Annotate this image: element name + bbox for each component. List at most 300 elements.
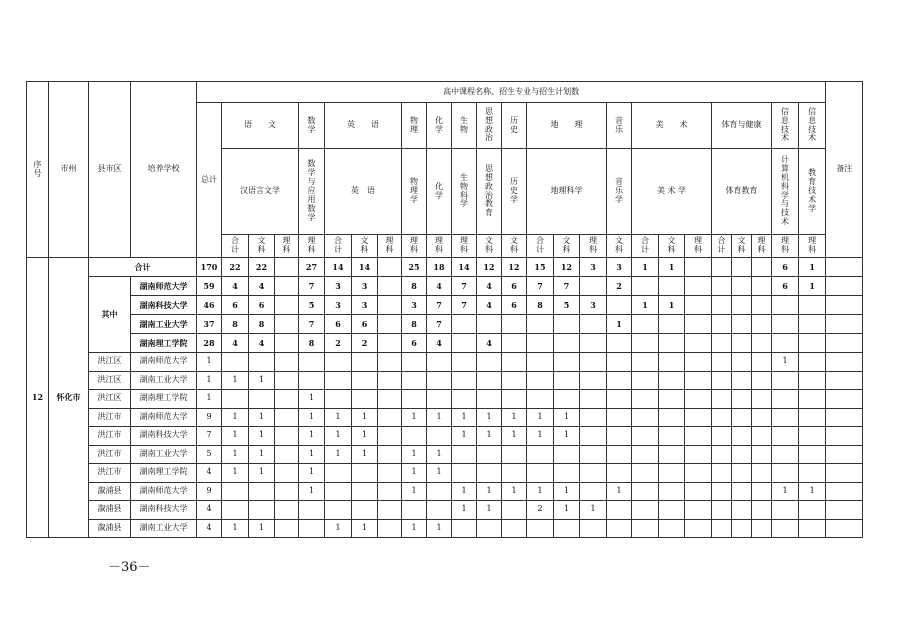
data-cell: 1	[477, 482, 502, 501]
total-cell: 25	[402, 258, 427, 277]
subheader-cell: 合 计	[527, 235, 554, 258]
remarks-cell	[826, 296, 863, 315]
sub-total-cell: 4	[222, 334, 249, 353]
data-cell	[378, 501, 402, 520]
data-cell	[554, 390, 580, 409]
sub-total-cell: 7	[554, 277, 580, 296]
data-cell: 1	[427, 408, 452, 427]
data-cell	[402, 427, 427, 446]
sub-total-cell	[554, 334, 580, 353]
data-cell	[378, 445, 402, 464]
total-cell: 22	[222, 258, 249, 277]
data-cell: 1	[325, 519, 352, 538]
data-cell	[402, 353, 427, 372]
sub-total-cell: 7	[299, 315, 325, 334]
sub-total-cell	[275, 277, 299, 296]
data-cell: 1	[477, 501, 502, 520]
school-name: 湖南理工学院	[131, 334, 197, 353]
data-cell: 1	[325, 445, 352, 464]
data-cell	[772, 408, 799, 427]
sub-total-cell: 4	[477, 334, 502, 353]
sub-total-cell: 59	[197, 277, 222, 296]
header-main-title: 高中课程名称、招生专业与招生计划数	[197, 82, 826, 103]
sub-total-cell	[799, 296, 826, 315]
sub-total-cell	[712, 334, 732, 353]
sub-total-cell	[378, 277, 402, 296]
data-cell	[554, 464, 580, 483]
sub-total-cell	[659, 334, 685, 353]
data-cell	[477, 464, 502, 483]
data-cell	[222, 353, 249, 372]
data-cell: 1	[222, 464, 249, 483]
data-cell	[799, 445, 826, 464]
total-cell: 6	[772, 258, 799, 277]
data-cell	[427, 482, 452, 501]
sub-total-cell	[554, 315, 580, 334]
sub-total-cell: 3	[325, 277, 352, 296]
sub-total-cell	[378, 315, 402, 334]
sub-total-cell: 6	[502, 296, 527, 315]
sub-total-cell	[527, 315, 554, 334]
data-cell	[222, 482, 249, 501]
data-cell: 1	[222, 427, 249, 446]
data-cell	[477, 519, 502, 538]
data-cell	[752, 464, 772, 483]
data-cell	[799, 501, 826, 520]
data-cell	[325, 464, 352, 483]
data-cell	[772, 371, 799, 390]
data-cell: 1	[197, 390, 222, 409]
school-name: 湖南师范大学	[131, 353, 197, 372]
remarks-cell	[826, 390, 863, 409]
data-cell	[659, 464, 685, 483]
school-name: 湖南理工学院	[131, 390, 197, 409]
data-cell	[402, 501, 427, 520]
data-cell	[299, 353, 325, 372]
data-cell: 1	[477, 427, 502, 446]
county-name: 洪江市	[89, 445, 131, 464]
data-cell: 1	[249, 408, 275, 427]
sub-total-cell	[275, 296, 299, 315]
remarks-cell	[826, 482, 863, 501]
data-cell	[632, 371, 659, 390]
data-cell: 1	[402, 519, 427, 538]
data-cell: 1	[249, 464, 275, 483]
seq-number: 12	[27, 258, 49, 538]
remarks-cell	[826, 427, 863, 446]
data-cell: 9	[197, 482, 222, 501]
subheader-cell: 文 科	[249, 235, 275, 258]
sub-total-cell: 8	[402, 277, 427, 296]
sub-total-cell: 1	[607, 315, 632, 334]
data-cell	[712, 519, 732, 538]
data-cell	[607, 519, 632, 538]
data-cell	[554, 371, 580, 390]
data-cell: 1	[554, 427, 580, 446]
course-chinese: 语 文	[222, 103, 299, 149]
header-total: 总计	[197, 103, 222, 258]
data-cell	[580, 482, 607, 501]
data-cell: 7	[197, 427, 222, 446]
data-cell: 1	[554, 482, 580, 501]
data-cell: 1	[402, 464, 427, 483]
course-math: 数 学	[299, 103, 325, 149]
total-cell: 1	[632, 258, 659, 277]
school-name: 湖南工业大学	[131, 315, 197, 334]
sub-total-cell	[378, 334, 402, 353]
course-politics: 思 想 政 治	[477, 103, 502, 149]
data-cell: 4	[197, 464, 222, 483]
data-cell	[685, 445, 712, 464]
major-math: 数 学 与 应 用 数 学	[299, 149, 325, 235]
header-county: 县市区	[89, 82, 131, 258]
data-cell	[799, 390, 826, 409]
sub-total-cell: 7	[299, 277, 325, 296]
data-cell: 1	[477, 408, 502, 427]
data-cell: 1	[502, 408, 527, 427]
data-cell	[799, 353, 826, 372]
data-cell	[772, 464, 799, 483]
school-name: 湖南科技大学	[131, 427, 197, 446]
data-cell: 1	[772, 353, 799, 372]
data-cell	[752, 501, 772, 520]
remarks-cell	[826, 353, 863, 372]
remarks-cell	[826, 315, 863, 334]
total-cell: 12	[554, 258, 580, 277]
data-cell	[659, 408, 685, 427]
school-name: 湖南师范大学	[131, 408, 197, 427]
data-cell: 1	[299, 464, 325, 483]
course-art: 美 术	[632, 103, 712, 149]
sub-total-cell: 4	[427, 334, 452, 353]
city-name: 怀化市	[49, 258, 89, 538]
data-cell: 1	[799, 482, 826, 501]
data-cell	[427, 501, 452, 520]
header-seq: 序 号	[27, 82, 49, 258]
data-cell	[275, 371, 299, 390]
sub-total-cell: 4	[249, 334, 275, 353]
data-cell	[378, 464, 402, 483]
total-cell: 3	[607, 258, 632, 277]
sub-total-cell: 5	[554, 296, 580, 315]
data-cell	[299, 519, 325, 538]
data-cell	[659, 390, 685, 409]
enrollment-plan-table	[26, 81, 863, 538]
data-cell	[659, 371, 685, 390]
header-city: 市州	[49, 82, 89, 258]
data-cell	[799, 519, 826, 538]
data-cell	[799, 371, 826, 390]
subheader-cell: 理 科	[402, 235, 427, 258]
data-cell	[712, 427, 732, 446]
data-cell: 1	[222, 371, 249, 390]
sub-total-cell	[632, 277, 659, 296]
county-name: 洪江市	[89, 464, 131, 483]
data-cell	[452, 445, 477, 464]
data-cell	[554, 353, 580, 372]
subheader-cell: 理 科	[299, 235, 325, 258]
subheader-cell: 理 科	[452, 235, 477, 258]
data-cell	[580, 445, 607, 464]
data-cell	[477, 390, 502, 409]
data-cell	[325, 501, 352, 520]
sub-total-cell	[772, 334, 799, 353]
sub-total-cell: 8	[402, 315, 427, 334]
sub-total-cell	[712, 277, 732, 296]
sub-total-cell: 5	[299, 296, 325, 315]
sub-total-cell: 3	[402, 296, 427, 315]
sub-total-cell	[752, 334, 772, 353]
data-cell	[712, 445, 732, 464]
sub-total-cell: 4	[249, 277, 275, 296]
subheader-cell: 理 科	[427, 235, 452, 258]
sub-total-cell: 7	[427, 296, 452, 315]
data-cell	[685, 519, 712, 538]
sub-total-cell	[732, 277, 752, 296]
data-cell	[352, 482, 378, 501]
major-physics: 物 理 学	[402, 149, 427, 235]
subheader-cell: 文 科	[477, 235, 502, 258]
sub-total-cell: 7	[452, 277, 477, 296]
data-cell	[607, 501, 632, 520]
major-history: 历 史 学	[502, 149, 527, 235]
sub-total-cell	[632, 315, 659, 334]
header-school: 培养学校	[131, 82, 197, 258]
data-cell	[752, 371, 772, 390]
sub-total-cell: 6	[402, 334, 427, 353]
data-cell	[452, 390, 477, 409]
remarks-cell	[826, 408, 863, 427]
data-cell	[632, 445, 659, 464]
data-cell	[685, 390, 712, 409]
data-cell	[325, 482, 352, 501]
sub-total-cell: 4	[477, 296, 502, 315]
data-cell	[427, 371, 452, 390]
sub-total-cell	[275, 334, 299, 353]
sub-total-cell: 7	[427, 315, 452, 334]
course-biology: 生 物	[452, 103, 477, 149]
total-cell: 22	[249, 258, 275, 277]
data-cell: 1	[452, 408, 477, 427]
data-cell	[502, 501, 527, 520]
major-geography: 地理科学	[527, 149, 607, 235]
sub-total-cell: 6	[772, 277, 799, 296]
data-cell	[502, 519, 527, 538]
data-cell	[378, 408, 402, 427]
data-cell	[299, 371, 325, 390]
data-cell	[772, 390, 799, 409]
data-cell	[527, 464, 554, 483]
total-label: 合计	[89, 258, 197, 277]
subheader-cell: 理 科	[685, 235, 712, 258]
data-cell	[732, 408, 752, 427]
data-cell	[402, 371, 427, 390]
data-cell: 1	[580, 501, 607, 520]
sub-total-cell	[685, 334, 712, 353]
data-cell	[607, 464, 632, 483]
sub-total-cell: 6	[222, 296, 249, 315]
sub-total-cell	[712, 315, 732, 334]
data-cell	[732, 427, 752, 446]
remarks-cell	[826, 464, 863, 483]
sub-total-cell: 6	[249, 296, 275, 315]
data-cell	[712, 482, 732, 501]
data-cell	[685, 353, 712, 372]
data-cell	[659, 519, 685, 538]
total-cell	[275, 258, 299, 277]
data-cell	[222, 501, 249, 520]
data-cell	[632, 464, 659, 483]
data-cell	[659, 501, 685, 520]
data-cell	[732, 353, 752, 372]
total-cell: 14	[325, 258, 352, 277]
sub-total-cell	[607, 296, 632, 315]
sub-total-cell	[685, 277, 712, 296]
subheader-cell: 理 科	[799, 235, 826, 258]
subheader-cell: 文 科	[502, 235, 527, 258]
total-cell	[712, 258, 732, 277]
data-cell	[607, 390, 632, 409]
major-it-2: 教 育 技 术 学	[799, 149, 826, 235]
data-cell: 1	[249, 427, 275, 446]
data-cell	[527, 371, 554, 390]
data-cell	[275, 519, 299, 538]
data-cell	[502, 371, 527, 390]
data-cell: 4	[197, 519, 222, 538]
data-cell	[752, 353, 772, 372]
school-name: 湖南工业大学	[131, 445, 197, 464]
data-cell: 1	[427, 464, 452, 483]
data-cell	[752, 482, 772, 501]
total-cell: 14	[352, 258, 378, 277]
sub-total-cell	[732, 296, 752, 315]
data-cell	[752, 445, 772, 464]
sub-total-cell	[452, 334, 477, 353]
total-cell: 170	[197, 258, 222, 277]
data-cell	[580, 390, 607, 409]
county-name: 洪江市	[89, 427, 131, 446]
subheader-cell: 合 计	[712, 235, 732, 258]
data-cell: 1	[402, 482, 427, 501]
data-cell: 1	[554, 408, 580, 427]
course-physics: 物 理	[402, 103, 427, 149]
data-cell	[580, 464, 607, 483]
county-name: 溆浦县	[89, 482, 131, 501]
total-cell: 12	[502, 258, 527, 277]
data-cell	[632, 501, 659, 520]
data-cell	[632, 408, 659, 427]
data-cell	[752, 390, 772, 409]
data-cell	[580, 427, 607, 446]
data-cell	[607, 427, 632, 446]
remarks-cell	[826, 519, 863, 538]
data-cell	[712, 390, 732, 409]
data-cell	[452, 464, 477, 483]
data-cell: 1	[502, 482, 527, 501]
data-cell	[378, 353, 402, 372]
subheader-cell: 文 科	[352, 235, 378, 258]
data-cell	[732, 482, 752, 501]
sub-total-cell: 6	[502, 277, 527, 296]
remarks-cell	[826, 334, 863, 353]
school-name: 湖南师范大学	[131, 482, 197, 501]
subheader-cell: 合 计	[325, 235, 352, 258]
data-cell	[427, 390, 452, 409]
sub-total-cell	[799, 334, 826, 353]
sub-total-cell: 7	[452, 296, 477, 315]
school-name: 湖南工业大学	[131, 519, 197, 538]
sub-total-cell	[452, 315, 477, 334]
data-cell	[352, 353, 378, 372]
data-cell	[554, 519, 580, 538]
sub-total-cell	[732, 334, 752, 353]
data-cell	[607, 371, 632, 390]
data-cell	[378, 519, 402, 538]
data-cell: 1	[527, 482, 554, 501]
data-cell	[632, 427, 659, 446]
data-cell	[452, 519, 477, 538]
sub-total-cell: 8	[527, 296, 554, 315]
data-cell: 9	[197, 408, 222, 427]
data-cell	[427, 427, 452, 446]
subheader-cell: 文 科	[659, 235, 685, 258]
subheader-cell: 理 科	[772, 235, 799, 258]
data-cell: 1	[402, 445, 427, 464]
sub-total-cell	[580, 315, 607, 334]
major-chinese: 汉语言文学	[222, 149, 299, 235]
data-cell: 1	[325, 408, 352, 427]
major-art: 美 术 学	[632, 149, 712, 235]
sub-total-cell: 4	[222, 277, 249, 296]
data-cell	[275, 482, 299, 501]
sub-total-cell: 8	[222, 315, 249, 334]
school-name: 湖南科技大学	[131, 501, 197, 520]
data-cell	[275, 427, 299, 446]
county-name: 洪江区	[89, 353, 131, 372]
data-cell	[275, 390, 299, 409]
sub-total-cell	[752, 296, 772, 315]
data-cell	[712, 371, 732, 390]
sub-total-cell	[580, 277, 607, 296]
data-cell: 1	[607, 482, 632, 501]
sub-total-cell: 37	[197, 315, 222, 334]
data-cell	[752, 519, 772, 538]
data-cell	[452, 353, 477, 372]
major-biology: 生 物 科 学	[452, 149, 477, 235]
data-cell: 1	[452, 501, 477, 520]
data-cell	[712, 408, 732, 427]
data-cell	[799, 427, 826, 446]
county-name: 溆浦县	[89, 501, 131, 520]
data-cell	[352, 501, 378, 520]
data-cell: 1	[352, 427, 378, 446]
total-cell: 18	[427, 258, 452, 277]
data-cell: 1	[249, 371, 275, 390]
total-cell: 27	[299, 258, 325, 277]
subheader-cell: 文 科	[554, 235, 580, 258]
data-cell	[752, 408, 772, 427]
sub-total-cell: 3	[352, 277, 378, 296]
data-cell: 1	[427, 519, 452, 538]
sub-total-cell	[752, 277, 772, 296]
data-cell	[352, 390, 378, 409]
data-cell	[752, 427, 772, 446]
data-cell	[685, 501, 712, 520]
data-cell	[502, 464, 527, 483]
data-cell: 1	[427, 445, 452, 464]
data-cell: 1	[222, 519, 249, 538]
county-name: 洪江市	[89, 408, 131, 427]
